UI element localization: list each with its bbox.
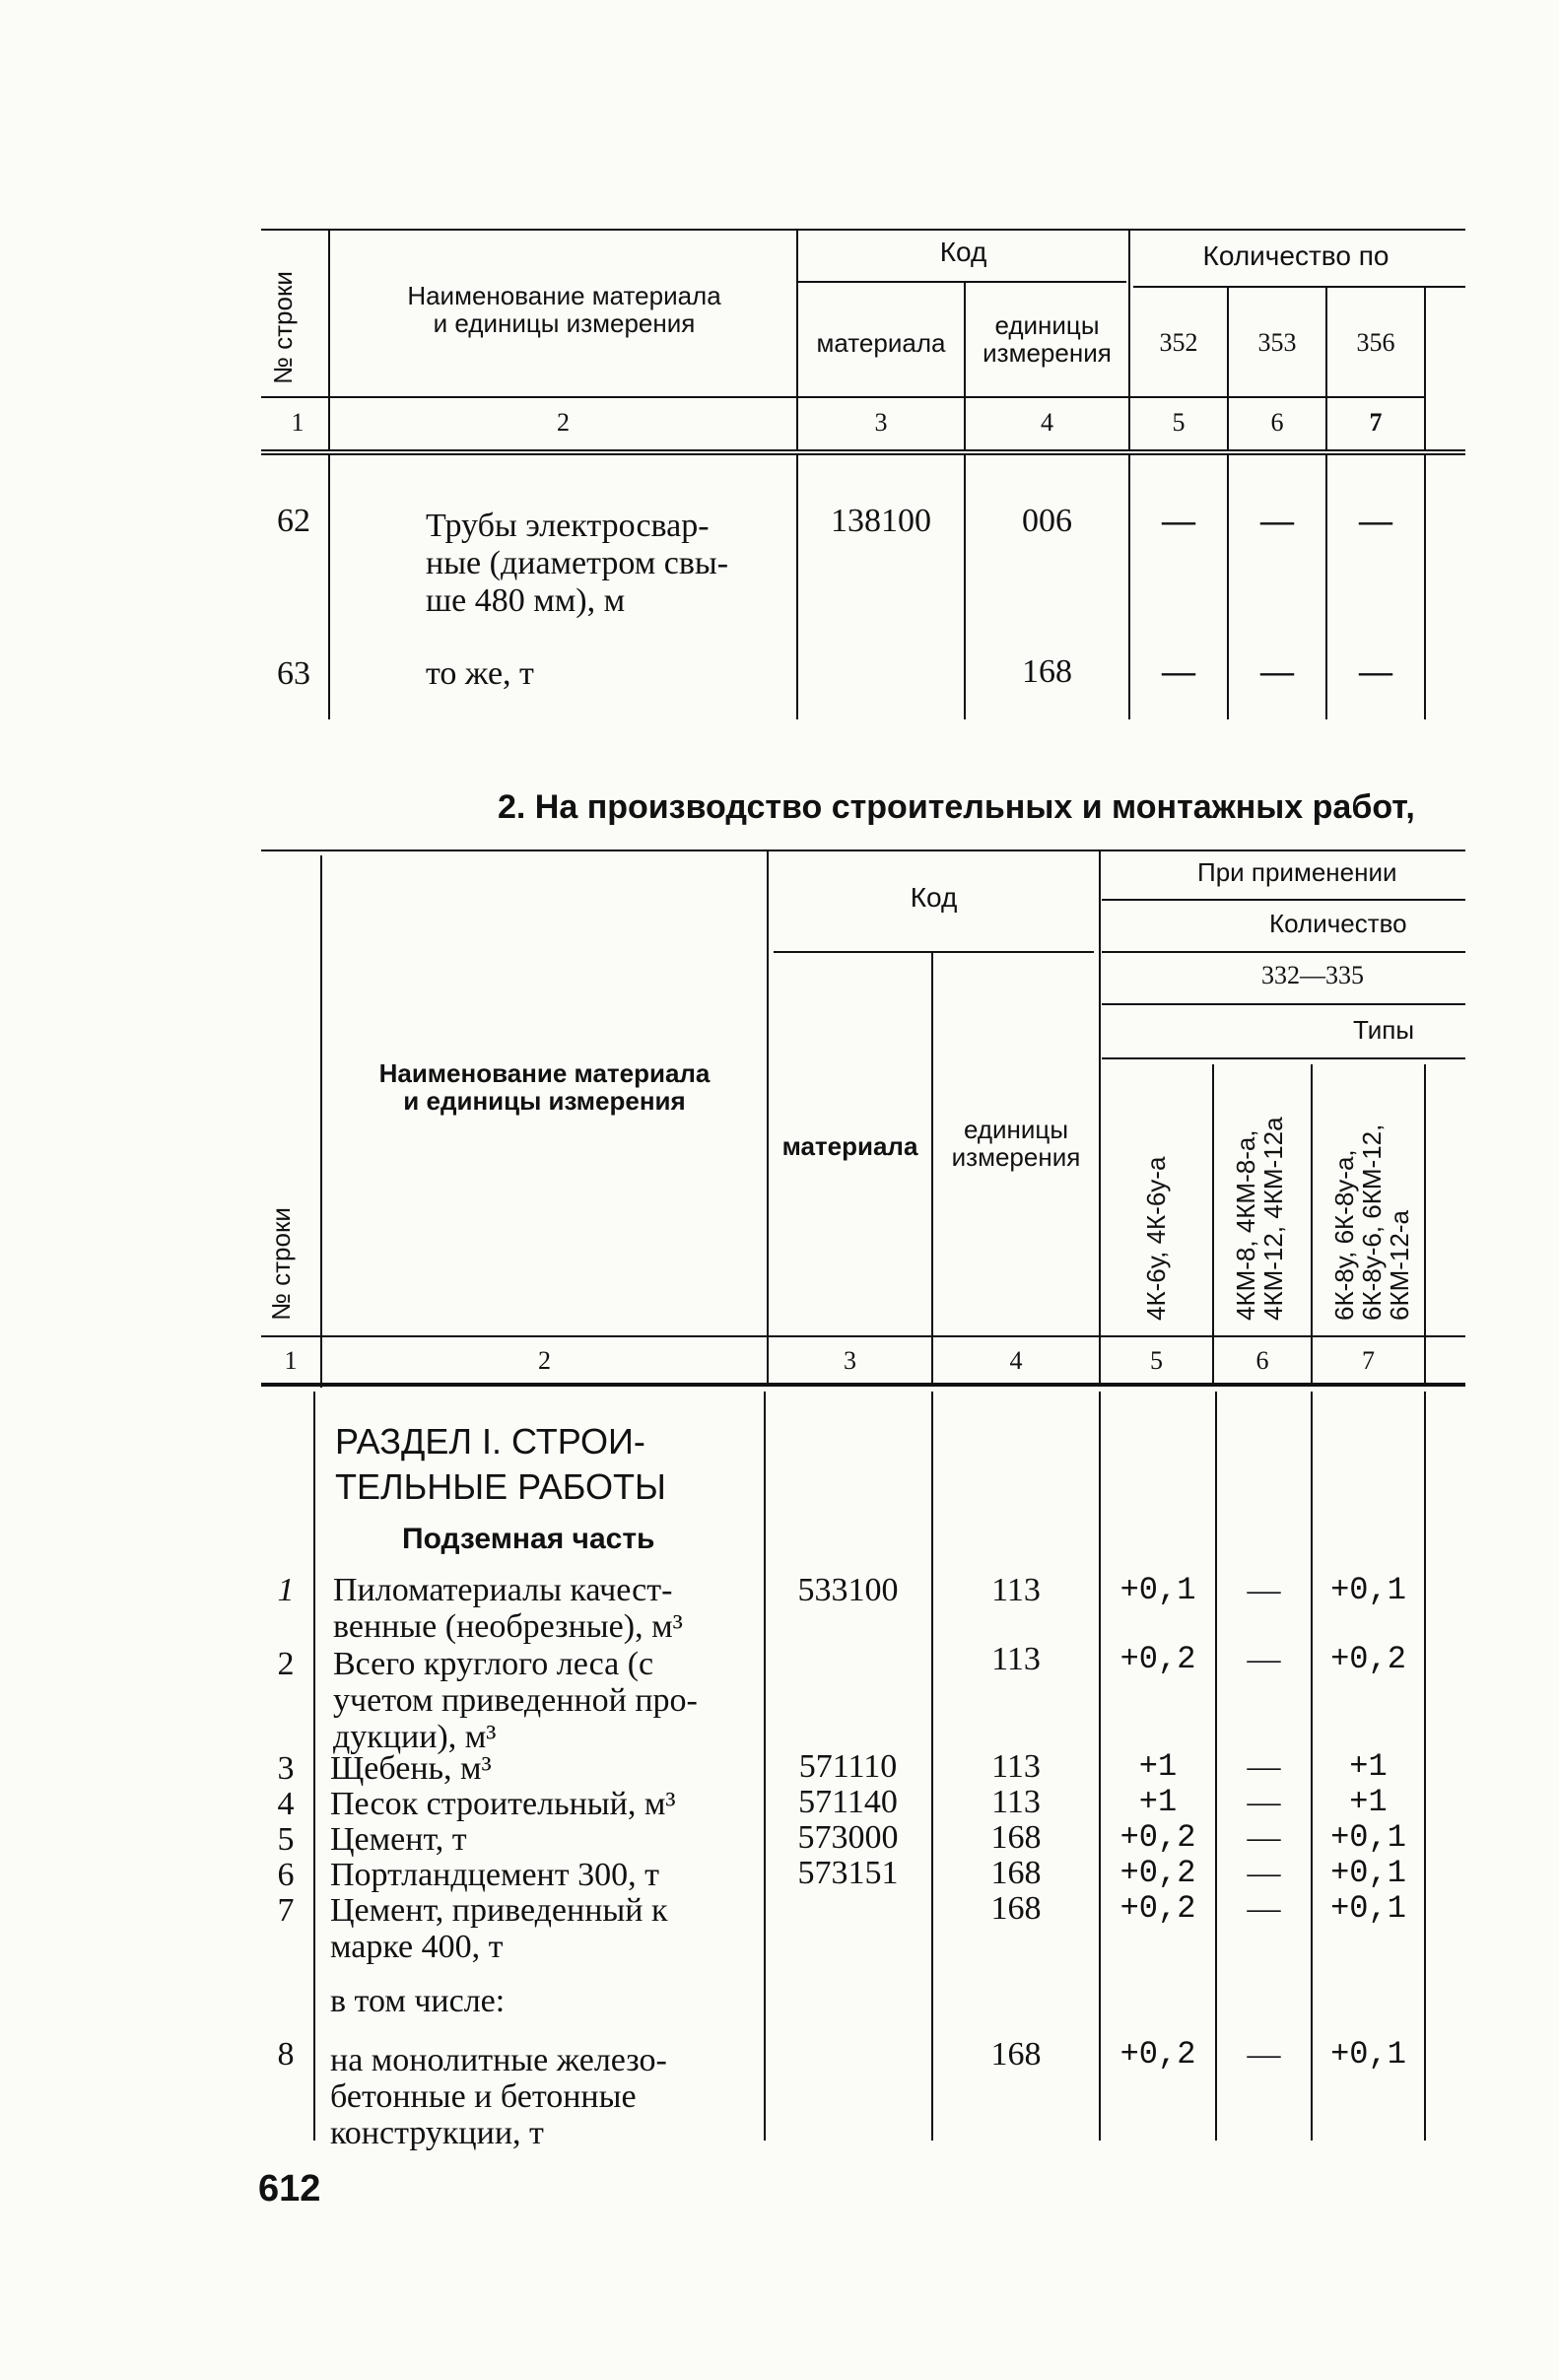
row-1-v2: — bbox=[1247, 1572, 1281, 1608]
row-7-unit: 168 bbox=[990, 1890, 1042, 1927]
table-1-col-352: 352 bbox=[1159, 328, 1198, 357]
table-1-num-3: 3 bbox=[874, 408, 888, 437]
table-1-row-62-name: Трубы электросвар- ные (диаметром свы- ше 480 мм), м bbox=[426, 508, 729, 619]
row-8-v3: +0,1 bbox=[1330, 2036, 1406, 2073]
table-2-type-col-7: 6К-8у, 6К-8у-а, 6К-8у-6, 6КМ-12, 6КМ-12-а bbox=[1329, 1123, 1414, 1321]
row-2-unit: 113 bbox=[991, 1641, 1041, 1677]
row-8-v1: +0,2 bbox=[1119, 2036, 1196, 2073]
including-label: в том числе: bbox=[330, 1983, 506, 2019]
table-2-subheading: Подземная часть bbox=[402, 1523, 655, 1555]
table-1-num-7: 7 bbox=[1369, 408, 1383, 437]
table-2-num-5: 5 bbox=[1150, 1346, 1163, 1375]
table-2-unit-header: единицы измерения bbox=[951, 1115, 1081, 1172]
row-8-name: на монолитные железо- бетонные и бетонные конструкции, т bbox=[330, 2042, 667, 2151]
table-1-row-63-unit: 168 bbox=[1022, 653, 1072, 690]
table-1-row-63-v1: — bbox=[1162, 653, 1195, 690]
table-2-num-1: 1 bbox=[284, 1346, 298, 1375]
row-5-v1: +0,2 bbox=[1119, 1819, 1196, 1856]
table-2-num-6: 6 bbox=[1255, 1346, 1269, 1375]
table-2-name-header: Наименование материала и единицы измерения bbox=[378, 1058, 711, 1116]
row-3-unit: 113 bbox=[991, 1748, 1041, 1785]
row-3-v1: +1 bbox=[1138, 1748, 1178, 1785]
table-1-row-63-no: 63 bbox=[277, 655, 310, 692]
table-1-row-62-v1: — bbox=[1162, 503, 1195, 539]
table-2-code-header: Код bbox=[910, 882, 958, 913]
table-1-row-62-v3: — bbox=[1359, 503, 1392, 539]
table-1-qty-header: Количество по bbox=[1202, 240, 1390, 271]
row-3-v2: — bbox=[1247, 1748, 1281, 1785]
table-2-type-col-5: 4К-6у, 4К-6у-а bbox=[1141, 1156, 1171, 1321]
table-1-col-356: 356 bbox=[1356, 328, 1395, 357]
row-7-no: 7 bbox=[277, 1892, 295, 1929]
row-4-unit: 113 bbox=[991, 1784, 1041, 1820]
table-2-num-2: 2 bbox=[538, 1346, 551, 1375]
row-3-material: 571110 bbox=[798, 1748, 898, 1785]
row-7-v1: +0,2 bbox=[1119, 1890, 1196, 1927]
row-1-v3: +0,1 bbox=[1330, 1572, 1406, 1608]
row-7-v3: +0,1 bbox=[1330, 1890, 1406, 1927]
row-4-v3: +1 bbox=[1349, 1784, 1388, 1820]
row-1-name: Пиломатериалы качест- венные (необрезные), м³ bbox=[333, 1572, 683, 1645]
row-2-no: 2 bbox=[277, 1646, 295, 1682]
row-6-name: Портландцемент 300, т bbox=[330, 1857, 659, 1893]
row-1-material: 533100 bbox=[797, 1572, 899, 1608]
row-5-material: 573000 bbox=[797, 1819, 899, 1856]
table-1-row-62-v2: — bbox=[1260, 503, 1294, 539]
table-2-qty-header: Количество bbox=[1269, 909, 1407, 938]
row-7-v2: — bbox=[1247, 1890, 1281, 1927]
table-1-unit-header: единицы измерения bbox=[983, 310, 1112, 368]
table-2-num-3: 3 bbox=[844, 1346, 856, 1375]
row-6-v1: +0,2 bbox=[1119, 1855, 1196, 1891]
table-1-material-header: материала bbox=[816, 328, 946, 358]
row-4-material: 571140 bbox=[798, 1784, 898, 1820]
row-4-no: 4 bbox=[277, 1786, 295, 1822]
row-8-no: 8 bbox=[277, 2036, 295, 2073]
table-1-row-no-header: № строки bbox=[268, 271, 298, 384]
table-1-code-header: Код bbox=[939, 237, 987, 267]
table-1-col-353: 353 bbox=[1257, 328, 1297, 357]
row-6-v3: +0,1 bbox=[1330, 1855, 1406, 1891]
row-3-no: 3 bbox=[277, 1750, 295, 1787]
table-1-num-6: 6 bbox=[1270, 408, 1284, 437]
table-2-material-header: материала bbox=[781, 1131, 918, 1161]
row-7-name: Цемент, приведенный к марке 400, т bbox=[330, 1892, 668, 1965]
page-number: 612 bbox=[258, 2168, 321, 2210]
table-1-name-header: Наименование материала и единицы измерения bbox=[407, 281, 721, 338]
row-6-unit: 168 bbox=[990, 1855, 1042, 1891]
row-2-v3: +0,2 bbox=[1330, 1641, 1406, 1677]
table-2-type-col-6: 4КМ-8, 4КМ-8-а, 4КМ-12, 4КМ-12а bbox=[1231, 1117, 1288, 1321]
row-6-v2: — bbox=[1247, 1855, 1281, 1891]
row-5-v3: +0,1 bbox=[1330, 1819, 1406, 1856]
row-5-no: 5 bbox=[277, 1821, 295, 1858]
table-1-row-63-v2: — bbox=[1260, 653, 1294, 690]
row-4-v1: +1 bbox=[1138, 1784, 1178, 1820]
row-8-unit: 168 bbox=[990, 2036, 1042, 2073]
section-title: 2. На производство строительных и монтажных работ, bbox=[498, 788, 1415, 826]
table-1-num-1: 1 bbox=[291, 408, 305, 437]
row-4-name: Песок строительный, м³ bbox=[330, 1786, 676, 1822]
row-1-unit: 113 bbox=[991, 1572, 1041, 1608]
row-3-name: Щебень, м³ bbox=[330, 1750, 492, 1787]
row-5-unit: 168 bbox=[990, 1819, 1042, 1856]
row-5-v2: — bbox=[1247, 1819, 1281, 1856]
row-3-v3: +1 bbox=[1349, 1748, 1388, 1785]
row-5-name: Цемент, т bbox=[330, 1821, 467, 1858]
table-2-section-heading: РАЗДЕЛ I. СТРОИ- ТЕЛЬНЫЕ РАБОТЫ bbox=[335, 1421, 666, 1507]
row-4-v2: — bbox=[1247, 1784, 1281, 1820]
row-6-material: 573151 bbox=[797, 1855, 899, 1891]
table-1-row-62-material: 138100 bbox=[831, 503, 931, 539]
row-8-v2: — bbox=[1247, 2036, 1281, 2073]
row-1-no: 1 bbox=[277, 1572, 295, 1608]
table-1-num-4: 4 bbox=[1041, 408, 1053, 437]
row-2-v1: +0,2 bbox=[1119, 1641, 1196, 1677]
table-1-row-63-v3: — bbox=[1359, 653, 1392, 690]
row-2-name: Всего круглого леса (с учетом приведенной про- дукции), м³ bbox=[333, 1646, 698, 1755]
table-1-num-2: 2 bbox=[557, 408, 570, 437]
table-1-row-62-unit: 006 bbox=[1022, 503, 1072, 539]
table-2-types-header: Типы bbox=[1353, 1015, 1415, 1045]
table-2-row-no-header: № строки bbox=[266, 1207, 296, 1321]
row-2-v2: — bbox=[1247, 1641, 1281, 1677]
table-2-num-4: 4 bbox=[1009, 1346, 1023, 1375]
table-2-range-header: 332—335 bbox=[1261, 961, 1364, 989]
table-2-when-header: При применении bbox=[1197, 857, 1397, 887]
row-6-no: 6 bbox=[277, 1857, 295, 1893]
table-1-num-5: 5 bbox=[1172, 408, 1186, 437]
table-1-row-63-name: то же, т bbox=[426, 655, 534, 692]
table-2-num-7: 7 bbox=[1362, 1346, 1375, 1375]
table-1-row-62-no: 62 bbox=[277, 503, 310, 539]
row-1-v1: +0,1 bbox=[1119, 1572, 1196, 1608]
